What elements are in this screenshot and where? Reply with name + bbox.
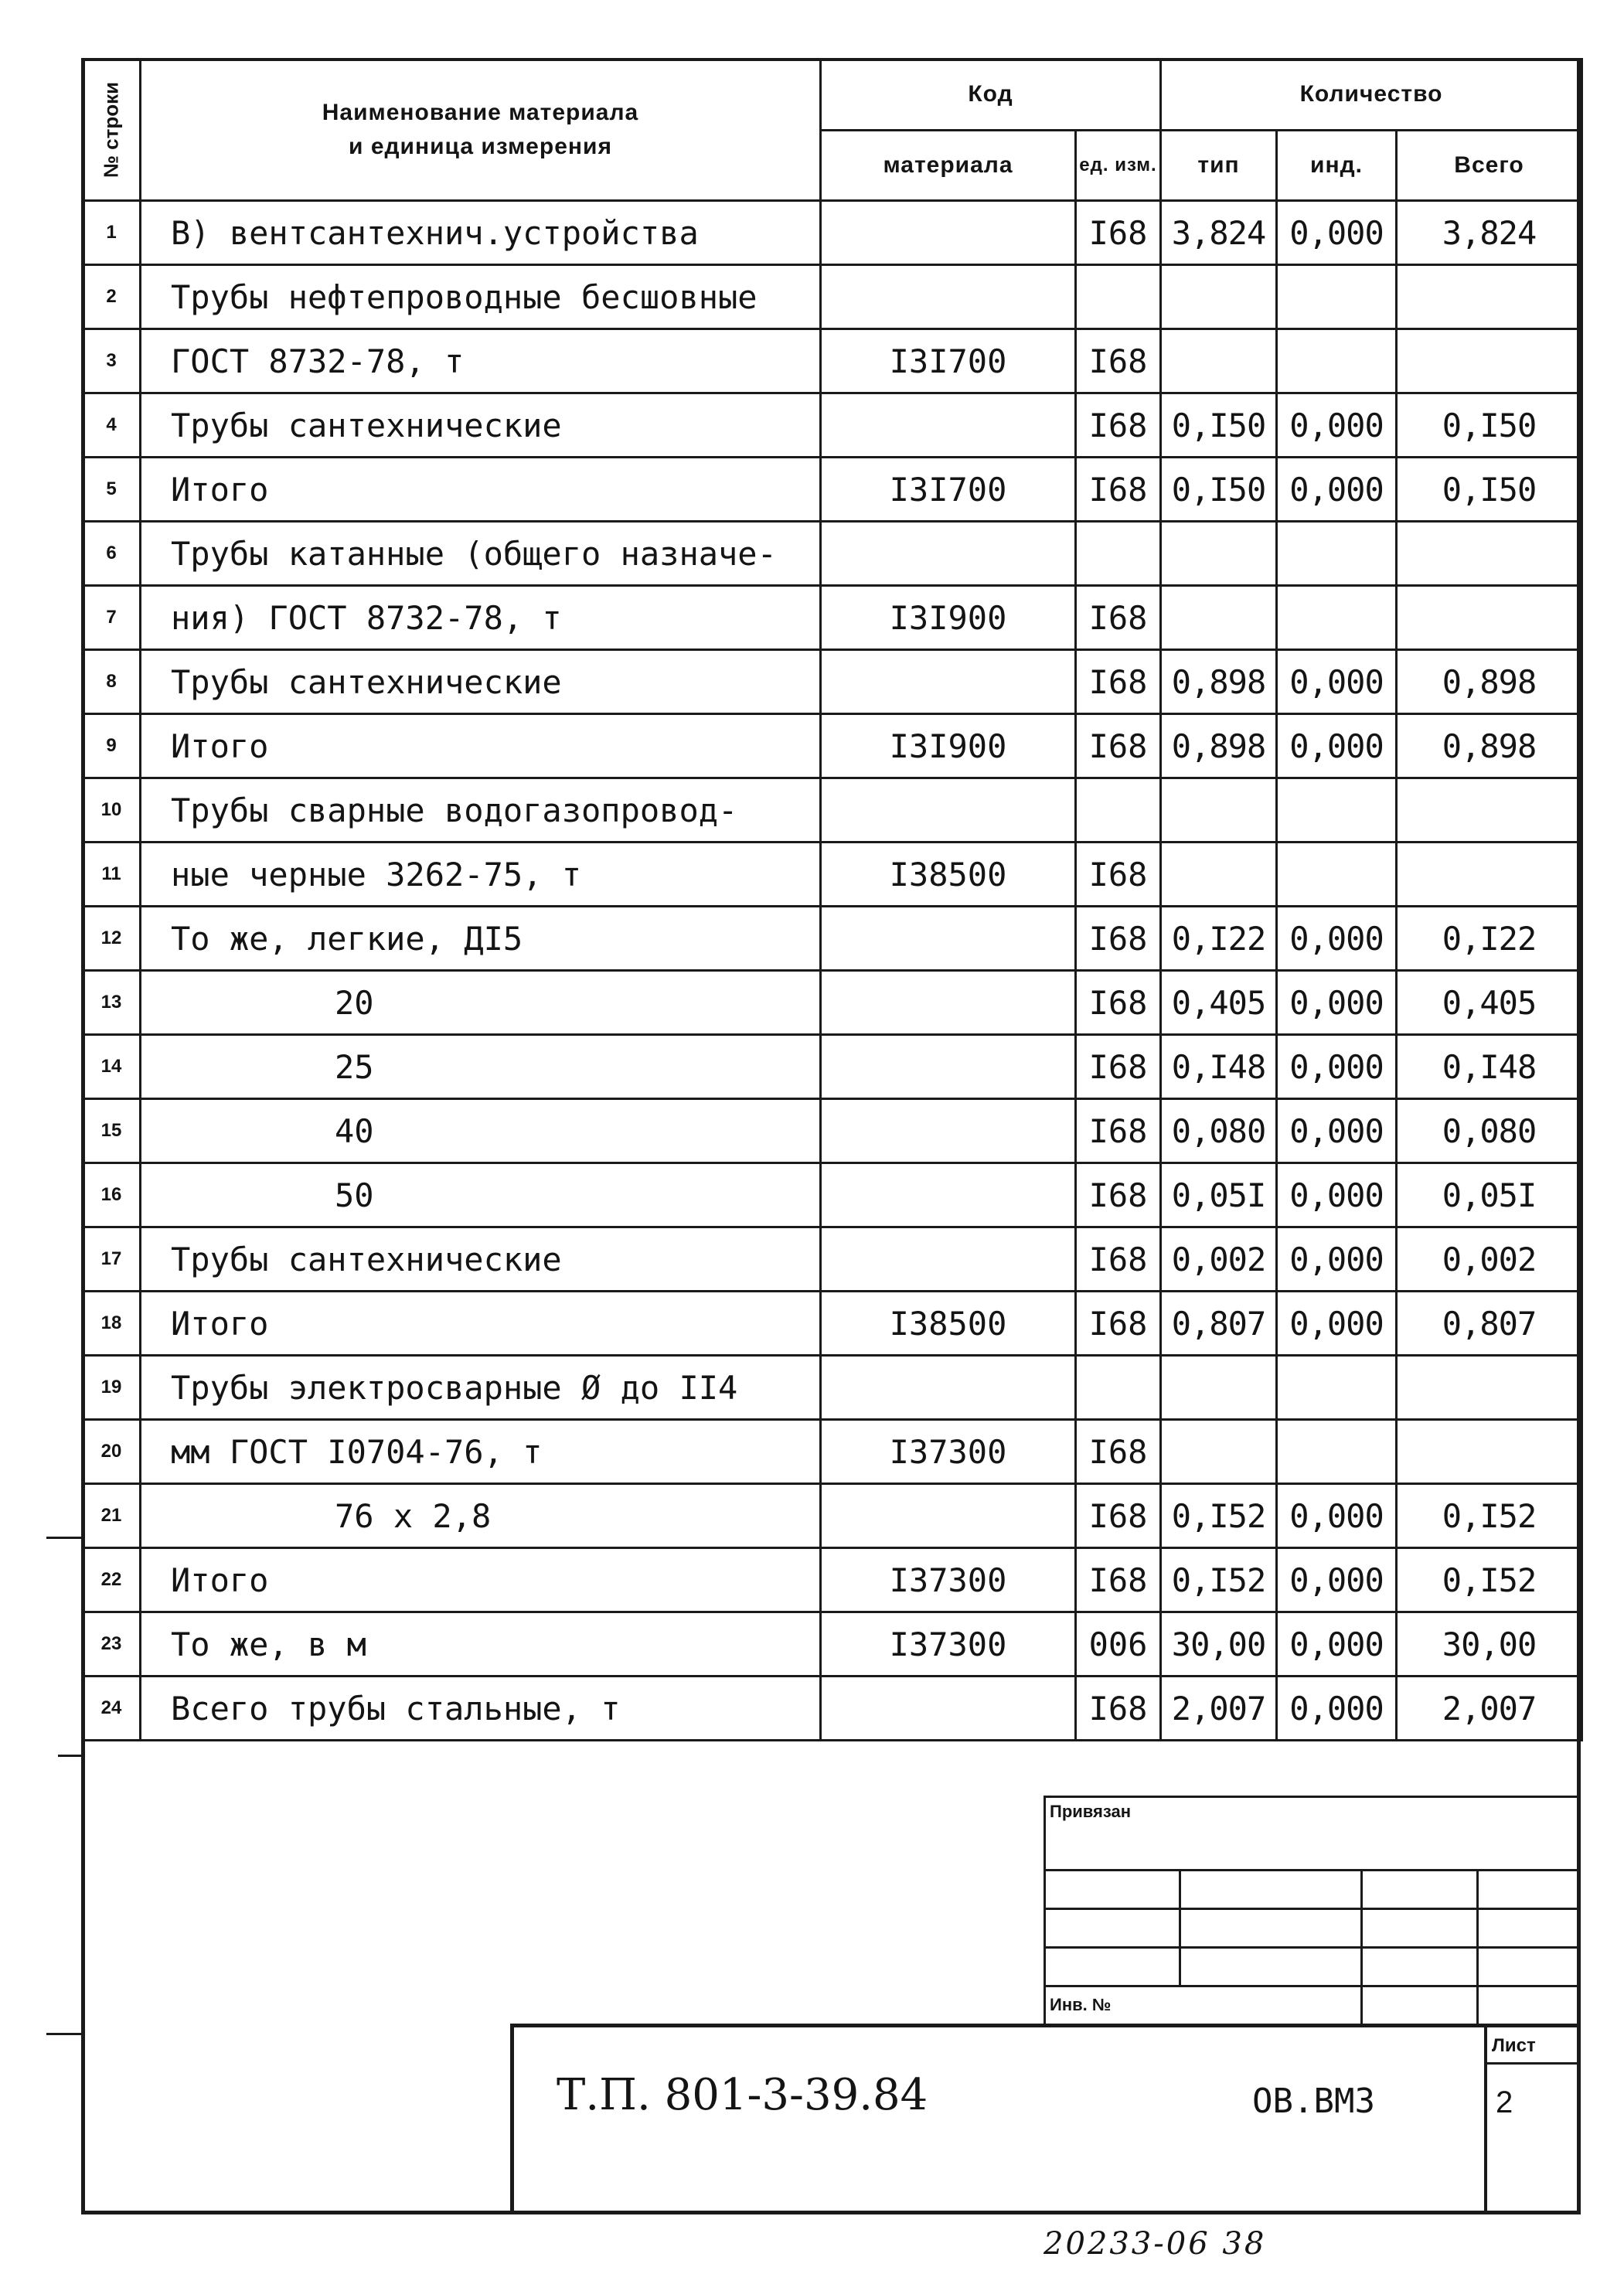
- unit-code-cell: I68: [1076, 650, 1161, 714]
- unit-code-cell: I68: [1076, 1484, 1161, 1548]
- material-name-cell: Итого: [141, 1548, 821, 1612]
- material-code-cell: [821, 1163, 1076, 1227]
- row-number-cell: 2: [83, 265, 141, 329]
- table-row: [83, 1612, 1582, 1677]
- unit-code-cell: [1076, 522, 1161, 586]
- qty-typ-cell: 2,007: [1161, 1677, 1277, 1741]
- sheet-label: Лист: [1492, 2035, 1536, 2056]
- material-name-cell: 50: [141, 1163, 821, 1227]
- unit-code-cell: [1076, 1356, 1161, 1420]
- unit-code-cell: I68: [1076, 1677, 1161, 1741]
- stamp-line: [1360, 1869, 1363, 2024]
- material-name-cell: Трубы сантехнические: [141, 650, 821, 714]
- material-code-cell: I37300: [821, 1612, 1076, 1677]
- qty-ind-cell: [1277, 778, 1397, 843]
- qty-typ-cell: [1161, 1356, 1277, 1420]
- row-number-cell: 21: [83, 1484, 141, 1548]
- row-number-cell: 12: [83, 907, 141, 971]
- qty-ind-cell: 0,000: [1277, 393, 1397, 458]
- qty-total-cell: 0,I52: [1397, 1484, 1582, 1548]
- table-row: [83, 393, 1582, 458]
- material-code-cell: I38500: [821, 843, 1076, 907]
- qty-total-cell: 0,898: [1397, 650, 1582, 714]
- material-code-cell: [821, 201, 1076, 265]
- header-material-name-line1: Наименование материала: [322, 100, 639, 125]
- table-row: [83, 458, 1582, 522]
- row-number-cell: 14: [83, 1035, 141, 1099]
- table-row: [83, 1548, 1582, 1612]
- qty-ind-cell: 0,000: [1277, 907, 1397, 971]
- row-number-cell: 18: [83, 1292, 141, 1356]
- row-number-cell: 15: [83, 1099, 141, 1163]
- qty-typ-cell: 0,405: [1161, 971, 1277, 1035]
- qty-typ-cell: 0,I52: [1161, 1484, 1277, 1548]
- row-number-cell: 22: [83, 1548, 141, 1612]
- qty-total-cell: [1397, 778, 1582, 843]
- row-number-cell: 11: [83, 843, 141, 907]
- table-row: [83, 1227, 1582, 1292]
- margin-tick: [46, 1537, 85, 1539]
- unit-code-cell: I68: [1076, 201, 1161, 265]
- row-number-cell: 4: [83, 393, 141, 458]
- stamp-line: [1179, 1869, 1181, 1985]
- qty-total-cell: 0,080: [1397, 1099, 1582, 1163]
- qty-ind-cell: 0,000: [1277, 1035, 1397, 1099]
- material-name-cell: ные черные 3262-75, т: [141, 843, 821, 907]
- qty-total-cell: 0,807: [1397, 1292, 1582, 1356]
- unit-code-cell: 006: [1076, 1612, 1161, 1677]
- qty-ind-cell: 0,000: [1277, 1227, 1397, 1292]
- table-row: [83, 329, 1582, 393]
- material-code-cell: I3I700: [821, 458, 1076, 522]
- row-number-cell: 23: [83, 1612, 141, 1677]
- material-code-cell: [821, 1677, 1076, 1741]
- table-row: [83, 778, 1582, 843]
- row-number-cell: 5: [83, 458, 141, 522]
- material-name-cell: 25: [141, 1035, 821, 1099]
- material-code-cell: [821, 1099, 1076, 1163]
- qty-typ-cell: 0,807: [1161, 1292, 1277, 1356]
- table-row: [83, 1356, 1582, 1420]
- unit-code-cell: I68: [1076, 393, 1161, 458]
- materials-table: [81, 58, 1583, 1741]
- stamp-line: [1044, 1796, 1577, 1798]
- material-code-cell: [821, 1484, 1076, 1548]
- title-block-line: [510, 2024, 1577, 2027]
- material-name-cell: ния) ГОСТ 8732-78, т: [141, 586, 821, 650]
- qty-ind-cell: 0,000: [1277, 458, 1397, 522]
- material-name-cell: Трубы электросварные Ø до II4: [141, 1356, 821, 1420]
- qty-typ-cell: 0,080: [1161, 1099, 1277, 1163]
- material-code-cell: I38500: [821, 1292, 1076, 1356]
- stamp-inventory-label: Инв. №: [1050, 1995, 1112, 2014]
- qty-ind-cell: 0,000: [1277, 1677, 1397, 1741]
- header-qty-total: Всего: [1397, 130, 1582, 201]
- qty-ind-cell: 0,000: [1277, 1099, 1397, 1163]
- qty-total-cell: [1397, 1356, 1582, 1420]
- material-code-cell: I3I900: [821, 714, 1076, 778]
- table-row: [83, 1292, 1582, 1356]
- row-number-cell: 1: [83, 201, 141, 265]
- material-name-cell: мм ГОСТ I0704-76, т: [141, 1420, 821, 1484]
- qty-typ-cell: 0,05I: [1161, 1163, 1277, 1227]
- unit-code-cell: I68: [1076, 1420, 1161, 1484]
- qty-typ-cell: [1161, 265, 1277, 329]
- header-row-number: [83, 60, 141, 201]
- qty-total-cell: [1397, 522, 1582, 586]
- qty-ind-cell: 0,000: [1277, 1163, 1397, 1227]
- table-row: [83, 586, 1582, 650]
- table-row: [83, 522, 1582, 586]
- title-block-line: [1484, 2024, 1487, 2211]
- qty-total-cell: [1397, 329, 1582, 393]
- table-row: [83, 1163, 1582, 1227]
- qty-ind-cell: [1277, 843, 1397, 907]
- table-header-row-1: [83, 60, 1582, 131]
- qty-typ-cell: 0,002: [1161, 1227, 1277, 1292]
- qty-total-cell: 0,I48: [1397, 1035, 1582, 1099]
- header-row-number-label: № строки: [99, 81, 123, 179]
- row-number-cell: 24: [83, 1677, 141, 1741]
- unit-code-cell: I68: [1076, 843, 1161, 907]
- qty-ind-cell: 0,000: [1277, 650, 1397, 714]
- material-name-cell: Всего трубы стальные, т: [141, 1677, 821, 1741]
- qty-typ-cell: 0,898: [1161, 650, 1277, 714]
- row-number-cell: 13: [83, 971, 141, 1035]
- qty-total-cell: 0,I22: [1397, 907, 1582, 971]
- header-qty-ind: инд.: [1277, 130, 1397, 201]
- margin-tick: [58, 1755, 85, 1757]
- material-name-cell: 76 x 2,8: [141, 1484, 821, 1548]
- qty-total-cell: [1397, 843, 1582, 907]
- document-mark: ОВ.ВМЗ: [1252, 2082, 1375, 2121]
- unit-code-cell: I68: [1076, 458, 1161, 522]
- material-code-cell: [821, 1035, 1076, 1099]
- qty-ind-cell: 0,000: [1277, 971, 1397, 1035]
- table-body: [83, 201, 1582, 1741]
- qty-ind-cell: 0,000: [1277, 1484, 1397, 1548]
- material-name-cell: Трубы сантехнические: [141, 1227, 821, 1292]
- material-code-cell: [821, 650, 1076, 714]
- material-code-cell: [821, 778, 1076, 843]
- header-qty-typ: тип: [1161, 130, 1277, 201]
- qty-ind-cell: [1277, 1356, 1397, 1420]
- qty-typ-cell: [1161, 329, 1277, 393]
- qty-typ-cell: 0,I48: [1161, 1035, 1277, 1099]
- sheet-number: 2: [1496, 2085, 1513, 2119]
- material-code-cell: I3I900: [821, 586, 1076, 650]
- table-row: [83, 1484, 1582, 1548]
- material-code-cell: [821, 971, 1076, 1035]
- qty-ind-cell: [1277, 329, 1397, 393]
- header-material-name-line2: и единица измерения: [349, 134, 612, 159]
- unit-code-cell: [1076, 778, 1161, 843]
- qty-total-cell: 0,I50: [1397, 393, 1582, 458]
- qty-typ-cell: 0,898: [1161, 714, 1277, 778]
- title-block-line: [510, 2024, 514, 2211]
- stamp-line: [1044, 1946, 1577, 1949]
- qty-ind-cell: [1277, 1420, 1397, 1484]
- qty-total-cell: [1397, 586, 1582, 650]
- table-row: [83, 843, 1582, 907]
- qty-typ-cell: [1161, 1420, 1277, 1484]
- table-row: [83, 971, 1582, 1035]
- unit-code-cell: I68: [1076, 1035, 1161, 1099]
- approval-stamp: [1044, 1796, 1577, 2024]
- title-block: [510, 2024, 1577, 2211]
- material-name-cell: Трубы сантехнические: [141, 393, 821, 458]
- header-material-name: [141, 60, 821, 201]
- material-name-cell: Итого: [141, 458, 821, 522]
- table-row: [83, 201, 1582, 265]
- qty-typ-cell: [1161, 522, 1277, 586]
- qty-ind-cell: 0,000: [1277, 201, 1397, 265]
- qty-typ-cell: 0,I50: [1161, 393, 1277, 458]
- material-name-cell: В) вентсантехнич.устройства: [141, 201, 821, 265]
- qty-total-cell: 0,002: [1397, 1227, 1582, 1292]
- material-name-cell: ГОСТ 8732-78, т: [141, 329, 821, 393]
- header-code-material: материала: [821, 130, 1076, 201]
- qty-total-cell: 0,I50: [1397, 458, 1582, 522]
- margin-tick: [46, 2033, 85, 2035]
- unit-code-cell: I68: [1076, 1548, 1161, 1612]
- stamp-line: [1044, 1869, 1577, 1871]
- material-name-cell: То же, легкие, ДI5: [141, 907, 821, 971]
- qty-total-cell: 0,898: [1397, 714, 1582, 778]
- unit-code-cell: I68: [1076, 1292, 1161, 1356]
- unit-code-cell: I68: [1076, 1227, 1161, 1292]
- qty-total-cell: 0,05I: [1397, 1163, 1582, 1227]
- material-code-cell: [821, 1356, 1076, 1420]
- material-code-cell: [821, 907, 1076, 971]
- material-code-cell: I3I700: [821, 329, 1076, 393]
- row-number-cell: 8: [83, 650, 141, 714]
- unit-code-cell: I68: [1076, 586, 1161, 650]
- qty-typ-cell: [1161, 843, 1277, 907]
- unit-code-cell: I68: [1076, 971, 1161, 1035]
- row-number-cell: 9: [83, 714, 141, 778]
- unit-code-cell: I68: [1076, 907, 1161, 971]
- row-number-cell: 20: [83, 1420, 141, 1484]
- row-number-cell: 7: [83, 586, 141, 650]
- material-name-cell: Трубы катанные (общего назначе-: [141, 522, 821, 586]
- qty-total-cell: 30,00: [1397, 1612, 1582, 1677]
- material-name-cell: 20: [141, 971, 821, 1035]
- row-number-cell: 10: [83, 778, 141, 843]
- material-name-cell: Трубы нефтепроводные бесшовные: [141, 265, 821, 329]
- material-name-cell: 40: [141, 1099, 821, 1163]
- table-row: [83, 1099, 1582, 1163]
- qty-typ-cell: 30,00: [1161, 1612, 1277, 1677]
- header-code-group: Код: [821, 60, 1161, 131]
- material-name-cell: Итого: [141, 714, 821, 778]
- qty-typ-cell: [1161, 586, 1277, 650]
- row-number-cell: 16: [83, 1163, 141, 1227]
- table-row: [83, 265, 1582, 329]
- qty-total-cell: [1397, 265, 1582, 329]
- qty-total-cell: 0,I52: [1397, 1548, 1582, 1612]
- title-block-line: [1484, 2062, 1577, 2065]
- qty-typ-cell: [1161, 778, 1277, 843]
- row-number-cell: 6: [83, 522, 141, 586]
- stamp-attached-label: Привязан: [1050, 1802, 1132, 1821]
- row-number-cell: 17: [83, 1227, 141, 1292]
- row-number-cell: 19: [83, 1356, 141, 1420]
- qty-ind-cell: 0,000: [1277, 1612, 1397, 1677]
- header-quantity-group: Количество: [1161, 60, 1582, 131]
- qty-total-cell: [1397, 1420, 1582, 1484]
- table-row: [83, 650, 1582, 714]
- material-name-cell: Трубы сварные водогазопровод-: [141, 778, 821, 843]
- qty-ind-cell: 0,000: [1277, 1292, 1397, 1356]
- unit-code-cell: I68: [1076, 329, 1161, 393]
- qty-ind-cell: [1277, 586, 1397, 650]
- qty-typ-cell: 0,I52: [1161, 1548, 1277, 1612]
- unit-code-cell: I68: [1076, 1099, 1161, 1163]
- stamp-line: [1044, 1985, 1577, 1987]
- table-row: [83, 1420, 1582, 1484]
- material-code-cell: [821, 522, 1076, 586]
- qty-total-cell: 2,007: [1397, 1677, 1582, 1741]
- material-name-cell: То же, в м: [141, 1612, 821, 1677]
- unit-code-cell: I68: [1076, 1163, 1161, 1227]
- document-code: Т.П. 801-3-39.84: [557, 2070, 928, 2120]
- qty-ind-cell: [1277, 265, 1397, 329]
- table-row: [83, 907, 1582, 971]
- stamp-line: [1044, 1908, 1577, 1910]
- qty-ind-cell: 0,000: [1277, 1548, 1397, 1612]
- unit-code-cell: I68: [1076, 714, 1161, 778]
- archive-number: 20233-06 38: [1044, 2226, 1267, 2262]
- drawing-sheet: [81, 58, 1581, 2214]
- material-code-cell: I37300: [821, 1548, 1076, 1612]
- material-code-cell: [821, 1227, 1076, 1292]
- qty-total-cell: 0,405: [1397, 971, 1582, 1035]
- table-row: [83, 1677, 1582, 1741]
- qty-ind-cell: 0,000: [1277, 714, 1397, 778]
- material-code-cell: [821, 265, 1076, 329]
- stamp-line: [1476, 1869, 1479, 2024]
- table-row: [83, 1035, 1582, 1099]
- row-number-cell: 3: [83, 329, 141, 393]
- frame-bottom-border: [81, 2211, 1581, 2214]
- material-code-cell: [821, 393, 1076, 458]
- material-name-cell: Итого: [141, 1292, 821, 1356]
- qty-ind-cell: [1277, 522, 1397, 586]
- material-code-cell: I37300: [821, 1420, 1076, 1484]
- qty-typ-cell: 3,824: [1161, 201, 1277, 265]
- header-code-unit: ед. изм.: [1076, 130, 1161, 201]
- unit-code-cell: [1076, 265, 1161, 329]
- qty-typ-cell: 0,I22: [1161, 907, 1277, 971]
- qty-total-cell: 3,824: [1397, 201, 1582, 265]
- table-row: [83, 714, 1582, 778]
- qty-typ-cell: 0,I50: [1161, 458, 1277, 522]
